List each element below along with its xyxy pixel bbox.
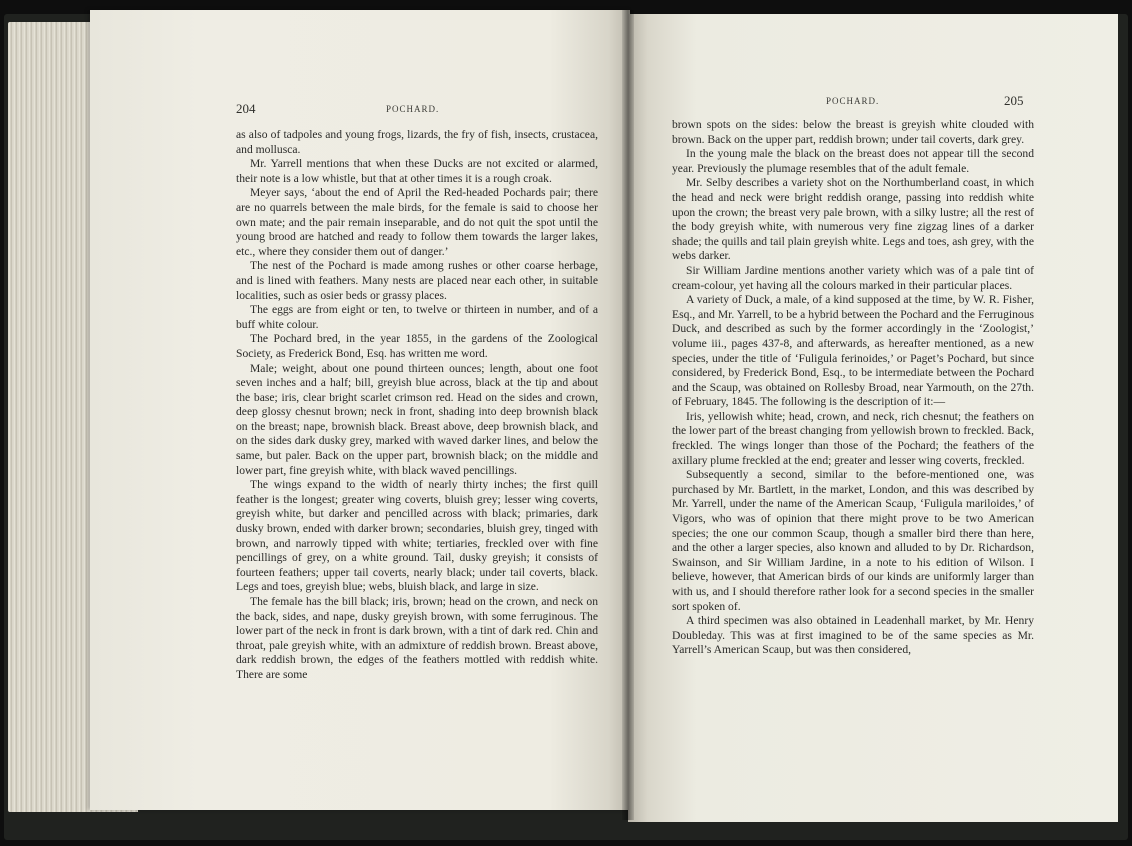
paragraph: Subsequently a second, similar to the before-mentioned one, was purchased by Mr. Bartlett, in the market, London, and this was described by Mr. Yarrell, under the name of the American Scaup, ‘Fuligula mariloides,’ of Vigors, who was of opinion that there might prove to be two American species; the one our common Scaup, though a smaller bird there than here, and the other a larger species, also known and alluded to by Dr. Richardson, Swainson, and Sir William Jardine, in a note to his edition of Wilson. I believe, however, that American birds of our kinds are uniformly larger than with us, and I should therefore rather look for a second species in the smaller sort spoken of. <box>672 468 1034 613</box>
paragraph: A third specimen was also obtained in Leadenhall market, by Mr. Henry Doubleday. This was at first imagined to be of the same species as Mr. Yarrell’s American Scaup, but was then considered, <box>672 614 1034 657</box>
paragraph: as also of tadpoles and young frogs, lizards, the fry of fish, insects, crustacea, and mollusca. <box>236 128 598 156</box>
paragraph: Male; weight, about one pound thirteen ounces; length, about one foot seven inches and a half; bill, greyish blue across, black at the tip and about the base; iris, clear bright scarlet crimson red. Head on the sides and crown, deep glossy chesnut brown; neck in front, shading into deep brownish black on the breast; nape, brownish black. Breast above, deep brownish black, and on the sides dark dusky grey, marked with waved darker lines, and below the same, but paler. Back on the upper part, brownish black; on the middle and lower part, fine greyish white, with black waved pencillings. <box>236 361 598 477</box>
paragraph: Sir William Jardine mentions another variety which was of a pale tint of cream-colour, yet having all the colours marked in their particular places. <box>672 263 1034 292</box>
left-running-head: POCHARD. <box>386 104 440 114</box>
paragraph: The eggs are from eight or ten, to twelve or thirteen in number, and of a buff white colour. <box>236 303 598 331</box>
paragraph: The nest of the Pochard is made among rushes or other coarse herbage, and is lined with feathers. Many nests are placed near each other, in suitable localities, such as osier beds or grassy places. <box>236 259 598 302</box>
book-gutter <box>622 10 634 820</box>
paragraph: brown spots on the sides: below the breast is greyish white clouded with brown. Back on the upper part, reddish brown; under tail coverts, dark grey. <box>672 118 1034 146</box>
paragraph: Mr. Selby describes a variety shot on the Northumberland coast, in which the head and neck were bright reddish orange, passing into reddish white upon the crown; the breast very pale brown, with a silky lustre; all the rest of the body greyish white, with numerous very fine zigzag lines of a darker shade; the quills and tail plain greyish white. Legs and toes, ash grey, with the webs darker. <box>672 176 1034 263</box>
right-running-head: POCHARD. <box>826 96 880 106</box>
right-page-number: 205 <box>1004 93 1024 108</box>
paragraph: A variety of Duck, a male, of a kind supposed at the time, by W. R. Fisher, Esq., and Mr. Yarrell, to be a hybrid between the Pochard and the Ferruginous Duck, and described as such by the former accordingly in the ‘Zoologist,’ volume iii., pages 437-8, and afterwards, as hereafter mentioned, as a new species, under the title of ‘Fuligula ferinoides,’ or Paget’s Pochard, but since considered, by Frederick Bond, Esq., to be intermediate between the Pochard and the Scaup, was obtained on Rollesby Broad, near Yarmouth, on the 27th. of February, 1845. The following is the description of it:— <box>672 293 1034 409</box>
right-page-text <box>672 118 1034 658</box>
paragraph: The female has the bill black; iris, brown; head on the crown, and neck on the back, sides, and nape, dusky greyish brown, with some ferruginous. The lower part of the neck in front is dark brown, with a tint of dark red. Chin and throat, pale greyish white, with an admixture of reddish brown. Breast above, dark reddish brown, the edges of the feathers mottled with reddish white. There are some <box>236 595 598 681</box>
paragraph: Meyer says, ‘about the end of April the Red-headed Pochards pair; there are no quarrels between the male birds, for the female is said to choose her own mate; and the pair remain inseparable, and do not quit the spot until the young brood are hatched and ready to follow them towards the larger lakes, etc., where they consider them out of danger.’ <box>236 186 598 258</box>
left-page-text <box>236 128 598 683</box>
paragraph: Mr. Yarrell mentions that when these Ducks are not excited or alarmed, their note is a low whistle, but that at other times it is a rough croak. <box>236 157 598 185</box>
paragraph: Iris, yellowish white; head, crown, and neck, rich chesnut; the feathers on the lower part of the breast changing from yellowish brown to freckled. Back, freckled. The wings longer than those of the Pochard; the feathers of the axillary plume freckled at the end; greater and lesser wing coverts, freckled. <box>672 409 1034 467</box>
paragraph: The Pochard bred, in the year 1855, in the gardens of the Zoological Society, as Frederick Bond, Esq. has written me word. <box>236 332 598 360</box>
paragraph: The wings expand to the width of nearly thirty inches; the first quill feather is the longest; greater wing coverts, bluish grey; lesser wing coverts, greyish white, but darker and pencilled across with black; primaries, dark dusky brown, ended with darker brown; secondaries, bluish grey, tinged with brown, and narrowly tipped with white; tertiaries, freckled over with fine pencillings of grey, on a white ground. Tail, dusky greyish; it consists of fourteen feathers; upper tail coverts, nearly black; under tail coverts, black. Legs and toes, greyish blue; webs, bluish black, and large in size. <box>236 478 598 594</box>
paragraph: In the young male the black on the breast does not appear till the second year. Previously the plumage resembles that of the adult female. <box>672 147 1034 175</box>
left-page-number: 204 <box>236 101 256 116</box>
